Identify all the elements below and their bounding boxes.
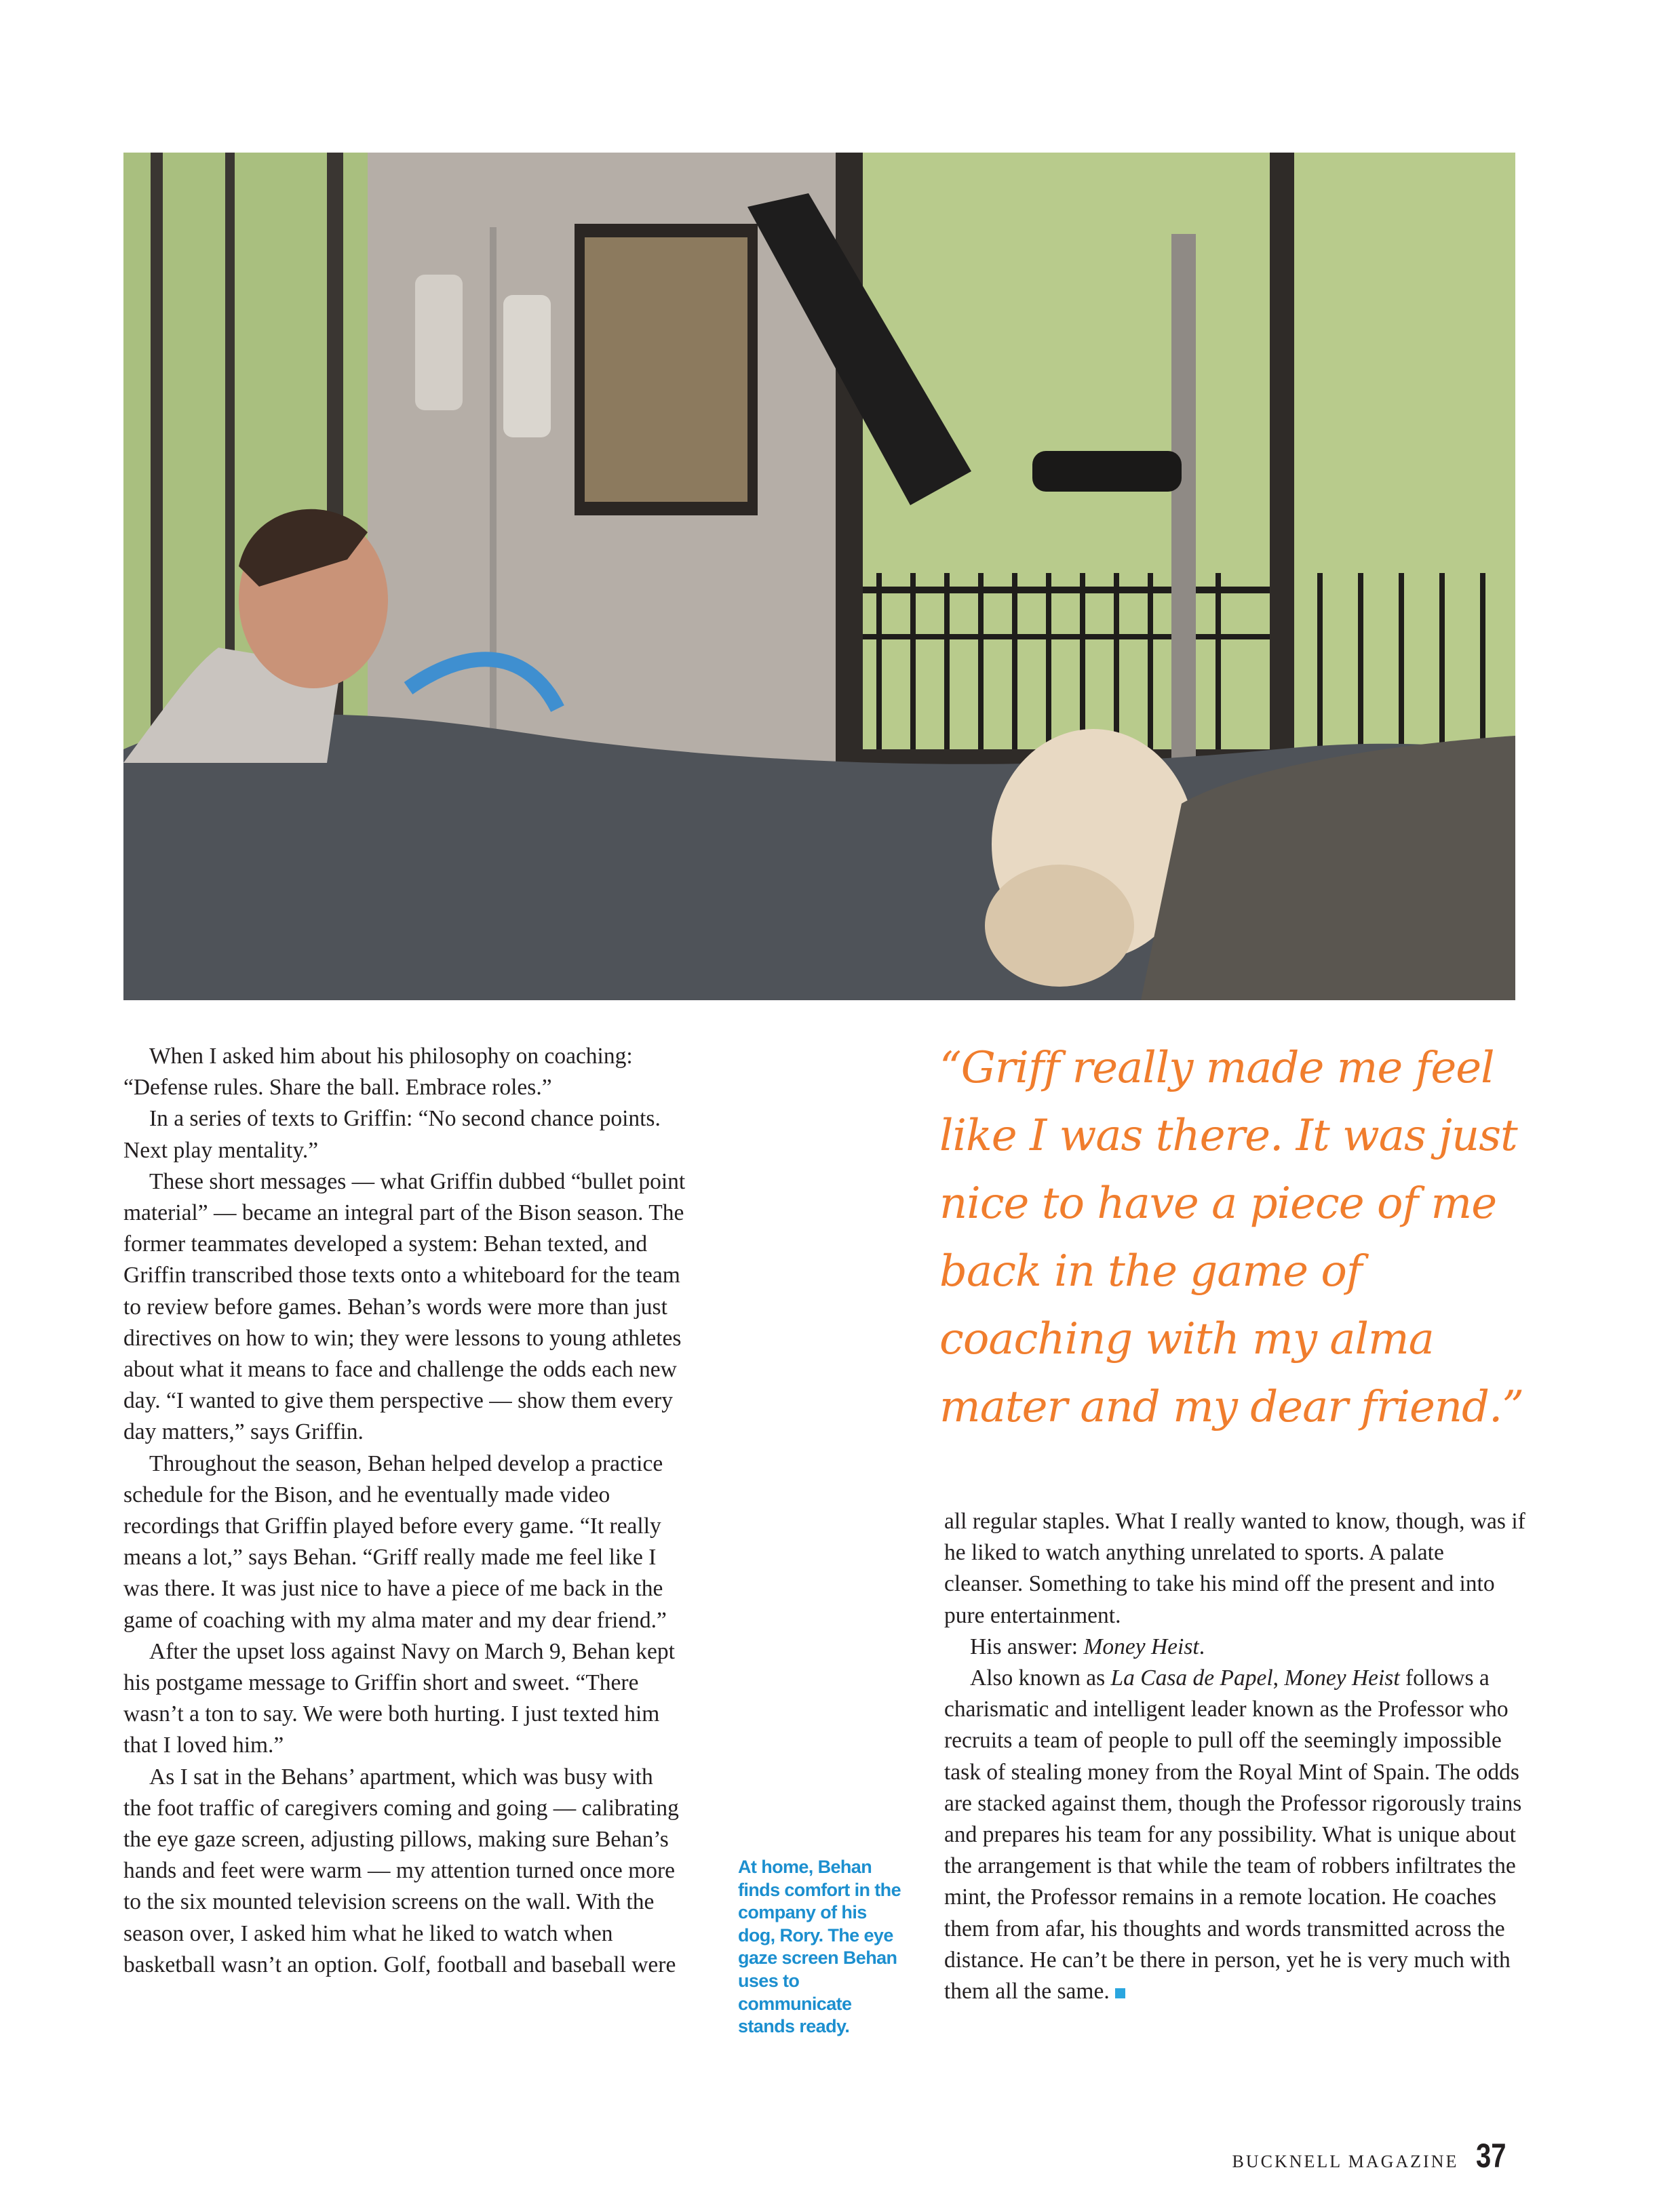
show-title: Money Heist (1083, 1634, 1199, 1659)
paragraph (944, 1506, 1528, 1632)
publication-name: BUCKNELL MAGAZINE (1232, 2152, 1459, 2171)
paragraph-text: follows a charismatic and intelligent leader known as the Professor who recruits a team of people to pull off the seemingly impossible task of stealing money from the Royal Mint of Spain. The odds are stacked against them, though the Professor rigorously trains and prepares his team for any possibility. What is unique about the arrangement is that while the team of robbers infiltrates the mint, the Professor remains in a remote location. He coaches them from afar, his thoughts and words transmitted across the distance. He can’t be there in person, yet he is very much with them all the same. (944, 1665, 1522, 2004)
left-column (123, 1041, 686, 1981)
photo-illustration (123, 153, 1515, 1000)
aka-separator: , (1272, 1665, 1285, 1691)
answer-prefix: His answer: (970, 1634, 1084, 1659)
pull-quote: “Griff really made me feel like I was there. It was just nice to have a piece of me back in the game of coaching with my alma mater and my dear friend.” (939, 1043, 1524, 1432)
show-title: Money Heist (1284, 1665, 1400, 1691)
photo-caption: At home, Behan finds comfort in the company of his dog, Rory. The eye gaze screen Behan uses to communicate stands ready. (738, 1857, 901, 2037)
paragraph: Throughout the season, Behan helped develop a practice schedule for the Bison, and he eventually made video recordings that Griffin played before every game. “It really means a lot,” says Behan. “Griff really made me feel like I was there. It was just nice to have a piece of me back in the game of coaching with my alma mater and my dear friend.” (123, 1450, 667, 1633)
aka-prefix: Also known as (970, 1665, 1111, 1691)
right-column (944, 1506, 1528, 2007)
paragraph: As I sat in the Behans’ apartment, which was busy with the foot traffic of caregivers coming and going — calibrating the eye gaze screen, adjusting pillows, making sure Behan’s hands and feet were warm — my attention turned once more to the six mounted television screens on the wall. With the season over, I asked him what he liked to watch when basketball wasn’t an option. Golf, football and baseball were (123, 1764, 679, 1977)
continuation-text: all regular staples. What I really wanted to know, though, was if he liked to watch anything unrelated to sports. A palate cleanser. Something to take his mind off the present and into pure entertainment. (944, 1509, 1525, 1628)
answer-suffix: . (1199, 1634, 1205, 1659)
page-footer (1232, 2136, 1514, 2175)
paragraph: After the upset loss against Navy on March 9, Behan kept his postgame message to Griffin short and sweet. “There wasn’t a ton to say. We were both hurting. I just texted him that I loved him.” (123, 1638, 675, 1758)
feature-photo (123, 153, 1515, 1000)
paragraph: When I asked him about his philosophy on coaching: “Defense rules. Share the ball. Embrace roles.” (123, 1044, 633, 1101)
page-number: 37 (1476, 2137, 1506, 2175)
end-mark-icon (1115, 1988, 1125, 1998)
paragraph (944, 1663, 1528, 2007)
show-title-spanish: La Casa de Papel (1110, 1665, 1273, 1691)
paragraph (944, 1632, 1528, 1663)
paragraph: In a series of texts to Griffin: “No second chance points. Next play mentality.” (123, 1106, 661, 1163)
paragraph: These short messages — what Griffin dubbed “bullet point material” — became an integral part of the Bison season. The former teammates developed a system: Behan texted, and Griffin transcribed those texts onto a whiteboard for the team to review before games. Behan’s words were more than just directives on how to win; they were lessons to young athletes about what it means to face and challenge the odds each new day. “I wanted to give them perspective — show them every day matters,” says Griffin. (123, 1168, 686, 1445)
